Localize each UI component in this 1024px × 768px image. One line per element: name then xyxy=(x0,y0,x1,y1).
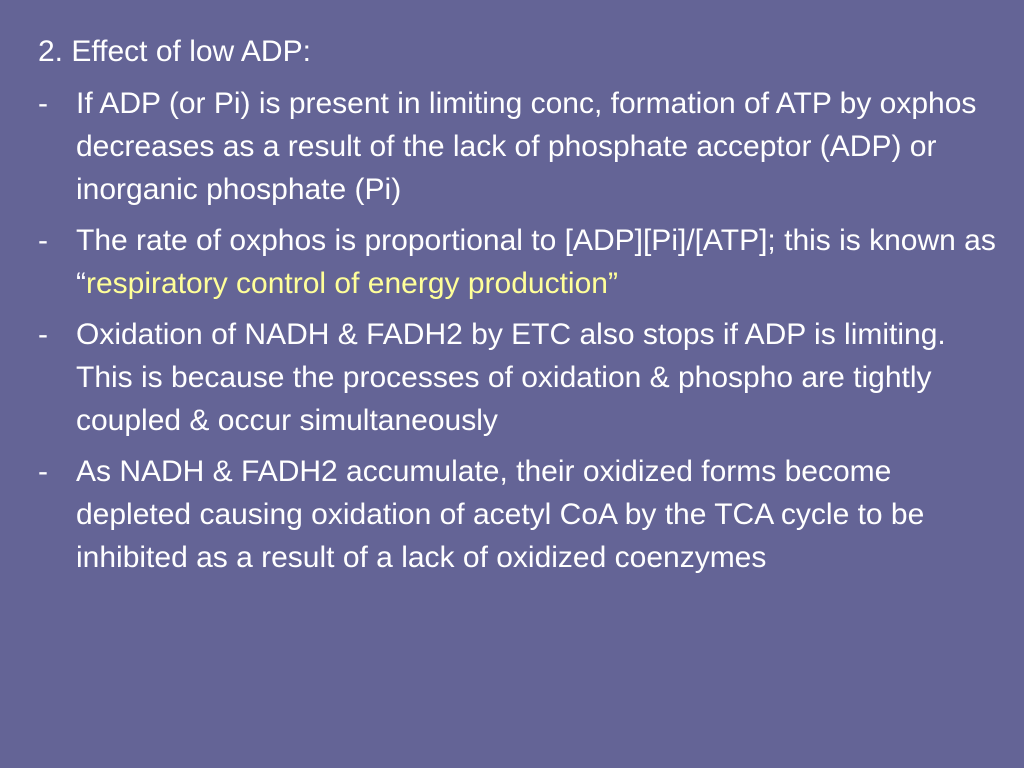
bullet-marker: - xyxy=(38,455,48,488)
bullet-marker: - xyxy=(38,224,48,257)
bullet-item-3 xyxy=(38,313,996,442)
bullet-text: The rate of oxphos is proportional to [ADP][Pi]/[ATP]; this is known as “ xyxy=(76,224,996,300)
bullet-text: Oxidation of NADH & FADH2 by ETC also stops if ADP is limiting. This is because the processes of oxidation & phospho are tightly coupled & occur simultaneously xyxy=(76,318,946,437)
bullet-marker: - xyxy=(38,87,48,120)
bullet-text: As NADH & FADH2 accumulate, their oxidized forms become depleted causing oxidation of acetyl CoA by the TCA cycle to be inhibited as a result of a lack of oxidized coenzymes xyxy=(76,455,925,574)
slide-title: 2. Effect of low ADP: xyxy=(38,35,311,68)
bullet-item-1 xyxy=(38,82,996,211)
bullet-text: If ADP (or Pi) is present in limiting conc, formation of ATP by oxphos decreases as a result of the lack of phosphate acceptor (ADP) or inorganic phosphate (Pi) xyxy=(76,87,977,206)
bullet-marker: - xyxy=(38,318,48,351)
bullet-item-4 xyxy=(38,450,996,579)
bullet-item-2 xyxy=(38,219,996,305)
bullet-list xyxy=(38,82,996,579)
highlighted-term: respiratory control of energy production” xyxy=(86,267,618,300)
